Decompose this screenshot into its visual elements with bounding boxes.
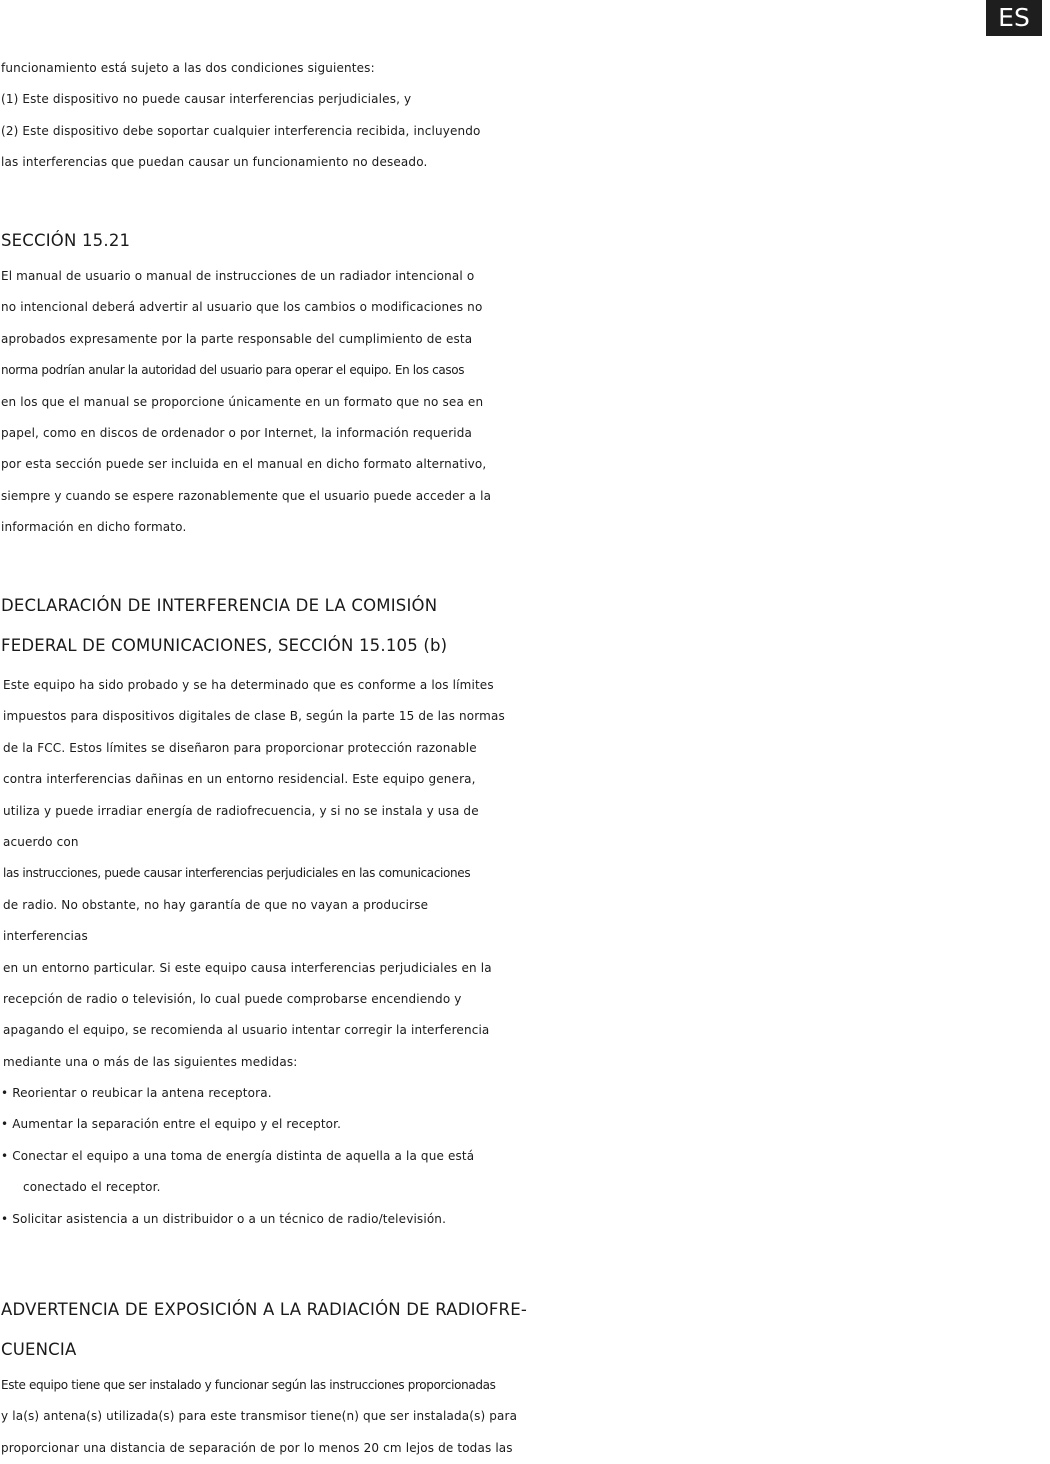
text-line: acuerdo con (3, 835, 79, 850)
text-line: mediante una o más de las siguientes medidas: (3, 1054, 298, 1069)
section-15-21 (1, 221, 1049, 261)
text-line: las instrucciones, puede causar interferencias perjudiciales en las comunicaciones (3, 866, 471, 881)
text-line: de la FCC. Estos límites se diseñaron para proporcionar protección razonable (3, 740, 477, 755)
text-line: de radio. No obstante, no hay garantía de que no vayan a producirse (3, 897, 429, 912)
text-line: (1) Este dispositivo no puede causar interferencias perjudiciales, y (1, 92, 412, 107)
section-title-line: ADVERTENCIA DE EXPOSICIÓN A LA RADIACIÓN DE RADIOFRE- (1, 1300, 527, 1319)
text-line: norma podrían anular la autoridad del usuario para operar el equipo. En los casos (1, 363, 465, 378)
text-line: Este equipo tiene que ser instalado y funcionar según las instrucciones proporcionadas (1, 1378, 496, 1392)
text-line: información en dicho formato. (1, 520, 187, 535)
intro-paragraph (1, 53, 1049, 179)
text-line: funcionamiento está sujeto a las dos condiciones siguientes: (1, 61, 375, 75)
text-line: utiliza y puede irradiar energía de radiofrecuencia, y si no se instala y usa de (3, 803, 479, 818)
section-15-105 (1, 586, 1049, 666)
text-line: siempre y cuando se espere razonablemente que el usuario puede acceder a la (1, 488, 492, 503)
list-item: • Conectar el equipo a una toma de energía distinta de aquella a la que está (1, 1148, 475, 1163)
text-line: Este equipo ha sido probado y se ha determinado que es conforme a los límites (3, 678, 494, 692)
section-15-21-body (1, 261, 1049, 544)
text-line: y la(s) antena(s) utilizada(s) para este transmisor tiene(n) que ser instalada(s) para (1, 1409, 518, 1424)
section-15-105-body (3, 670, 1050, 1078)
text-line: papel, como en discos de ordenador o por Internet, la información requerida (1, 426, 473, 441)
text-line: aprobados expresamente por la parte responsable del cumplimiento de esta (1, 331, 473, 346)
section-title-line: DECLARACIÓN DE INTERFERENCIA DE LA COMISIÓN (1, 596, 438, 615)
text-line: apagando el equipo, se recomienda al usuario intentar corregir la interferencia (3, 1023, 490, 1038)
list-item: • Reorientar o reubicar la antena receptora. (1, 1086, 272, 1100)
text-line: (2) Este dispositivo debe soportar cualquier interferencia recibida, incluyendo (1, 123, 481, 138)
section-title: SECCIÓN 15.21 (1, 231, 131, 250)
section-title-line: FEDERAL DE COMUNICACIONES, SECCIÓN 15.105 (b) (1, 636, 448, 655)
list-item: • Solicitar asistencia a un distribuidor o a un técnico de radio/televisión. (1, 1211, 447, 1226)
text-line: recepción de radio o televisión, lo cual puede comprobarse encendiendo y (3, 992, 462, 1007)
text-line: por esta sección puede ser incluida en el manual en dicho formato alternativo, (1, 457, 487, 472)
rf-exposure-body (1, 1370, 1049, 1464)
text-line: contra interferencias dañinas en un entorno residencial. Este equipo genera, (3, 772, 476, 787)
text-line: impuestos para dispositivos digitales de clase B, según la parte 15 de las normas (3, 709, 505, 724)
text-line: en un entorno particular. Si este equipo causa interferencias perjudiciales en la (3, 960, 492, 975)
language-badge: ES (986, 0, 1042, 36)
text-line: las interferencias que puedan causar un funcionamiento no deseado. (1, 155, 428, 170)
text-line: El manual de usuario o manual de instrucciones de un radiador intencional o (1, 269, 475, 283)
text-line: proporcionar una distancia de separación de por lo menos 20 cm lejos de todas las (1, 1440, 513, 1455)
section-title-line: CUENCIA (1, 1340, 77, 1359)
list-item: • Aumentar la separación entre el equipo y el receptor. (1, 1117, 342, 1132)
text-line: en los que el manual se proporcione únicamente en un formato que no sea en (1, 394, 484, 409)
measures-list (1, 1078, 1049, 1235)
list-item-continuation: conectado el receptor. (23, 1180, 161, 1195)
rf-exposure-section (1, 1290, 1049, 1370)
text-line: interferencias (3, 929, 88, 944)
text-line: no intencional deberá advertir al usuario que los cambios o modificaciones no (1, 300, 483, 315)
